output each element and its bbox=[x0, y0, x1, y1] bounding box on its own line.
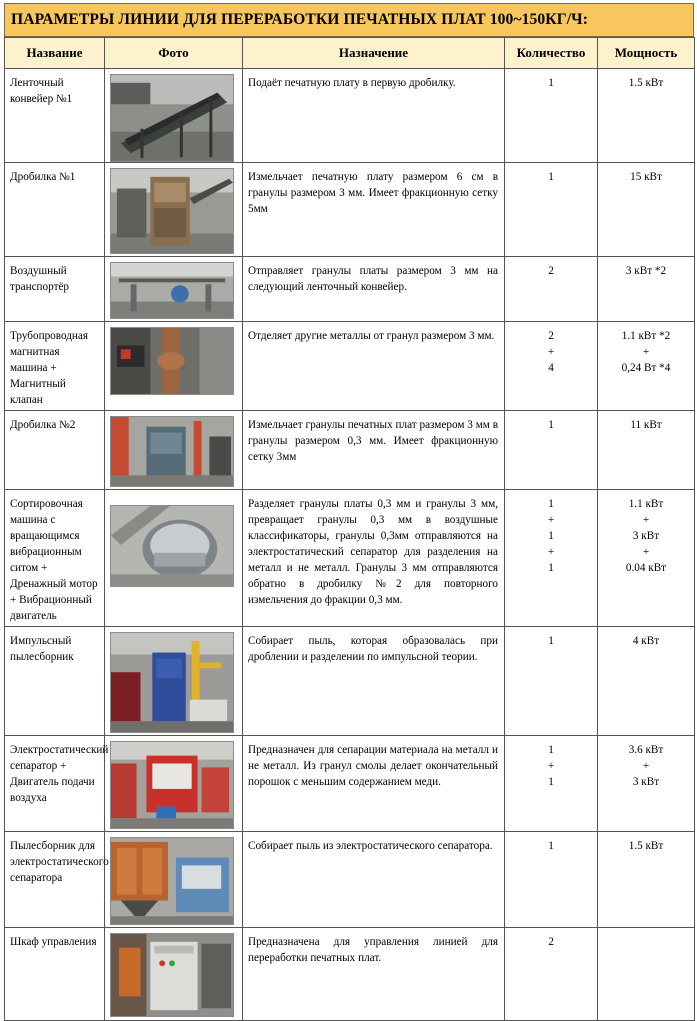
row-quantity bbox=[505, 322, 598, 411]
table-row bbox=[5, 411, 695, 490]
row-quantity bbox=[505, 832, 598, 928]
row-name: Импульсный пылесборник bbox=[5, 627, 105, 736]
power-plus: + bbox=[642, 760, 650, 772]
crusher-1-photo bbox=[110, 168, 234, 254]
quantity-value: 1 bbox=[548, 744, 554, 756]
row-description: Отправляет гранулы платы размером 3 мм на следующий ленточный конвейер. bbox=[243, 257, 505, 322]
quantity-plus: + bbox=[547, 546, 555, 558]
electrostatic-separator-photo bbox=[110, 741, 234, 829]
row-name: Ленточный конвейер №1 bbox=[5, 69, 105, 163]
crusher-2-photo bbox=[110, 416, 234, 487]
quantity-value: 2 bbox=[548, 936, 554, 948]
magnetic-pipe-photo bbox=[110, 327, 234, 395]
table-row bbox=[5, 627, 695, 736]
row-description: Собирает пыль, которая образовалась при дроблении и разделении по импульсной теории. bbox=[243, 627, 505, 736]
sorting-sieve-photo bbox=[110, 505, 234, 587]
row-quantity bbox=[505, 736, 598, 832]
quantity-value: 2 bbox=[548, 330, 554, 342]
row-name: Воздушный транспортёр bbox=[5, 257, 105, 322]
row-quantity bbox=[505, 928, 598, 1021]
power-value: 3 кВт bbox=[632, 776, 660, 788]
row-power bbox=[598, 69, 695, 163]
row-power bbox=[598, 411, 695, 490]
power-plus: + bbox=[642, 546, 650, 558]
row-name: Шкаф управления bbox=[5, 928, 105, 1021]
pulse-dust-collector-photo bbox=[110, 632, 234, 733]
quantity-value: 1 bbox=[548, 840, 554, 852]
power-value: 1.1 кВт *2 bbox=[621, 330, 671, 342]
quantity-value: 1 bbox=[548, 498, 554, 510]
row-quantity bbox=[505, 490, 598, 627]
table-row bbox=[5, 257, 695, 322]
quantity-plus: + bbox=[547, 760, 555, 772]
row-power bbox=[598, 257, 695, 322]
row-description: Предназначена для управления линией для переработки печатных плат. bbox=[243, 928, 505, 1021]
page-title-text: ПАРАМЕТРЫ ЛИНИИ ДЛЯ ПЕРЕРАБОТКИ ПЕЧАТНЫХ ПЛАТ 100~150КГ/Ч: bbox=[11, 11, 588, 28]
power-value: 0.04 кВт bbox=[625, 562, 667, 574]
row-description: Измельчает гранулы печатных плат размером 3 мм в гранулы размером 0,3 мм. Имеет фракционную сетку 3мм bbox=[243, 411, 505, 490]
quantity-value: 4 bbox=[548, 362, 554, 374]
row-description: Измельчает печатную плату размером 6 см в гранулы размером 3 мм. Имеет фракционную сетку 5мм bbox=[243, 163, 505, 257]
row-quantity bbox=[505, 69, 598, 163]
quantity-value: 1 bbox=[548, 776, 554, 788]
quantity-value: 1 bbox=[548, 635, 554, 647]
power-value: 3 кВт *2 bbox=[625, 265, 667, 277]
quantity-value: 1 bbox=[548, 419, 554, 431]
power-value: 1.5 кВт bbox=[628, 77, 664, 89]
table-row bbox=[5, 832, 695, 928]
table-row bbox=[5, 163, 695, 257]
row-power bbox=[598, 322, 695, 411]
table-row bbox=[5, 69, 695, 163]
header-power: Мощность bbox=[598, 38, 695, 69]
control-cabinet-photo bbox=[110, 933, 234, 1017]
row-quantity bbox=[505, 163, 598, 257]
table-row bbox=[5, 928, 695, 1021]
row-power bbox=[598, 832, 695, 928]
row-description: Подаёт печатную плату в первую дробилку. bbox=[243, 69, 505, 163]
row-description: Собирает пыль из электростатического сепаратора. bbox=[243, 832, 505, 928]
power-plus: + bbox=[642, 346, 650, 358]
row-power bbox=[598, 163, 695, 257]
row-description: Отделяет другие металлы от гранул размером 3 мм. bbox=[243, 322, 505, 411]
row-power bbox=[598, 928, 695, 1021]
quantity-value: 1 bbox=[548, 171, 554, 183]
row-description: Предназначен для сепарации материала на металл и не металл. Из гранул смолы делает окончательный порошок с меньшим содержанием меди. bbox=[243, 736, 505, 832]
power-value: 1.5 кВт bbox=[628, 840, 664, 852]
header-purpose: Назначение bbox=[243, 38, 505, 69]
quantity-value: 1 bbox=[548, 77, 554, 89]
row-power bbox=[598, 736, 695, 832]
quantity-plus: + bbox=[547, 514, 555, 526]
power-value: 4 кВт bbox=[632, 635, 660, 647]
quantity-value: 1 bbox=[548, 562, 554, 574]
row-name: Трубопроводная магнитная машина + Магнитный клапан bbox=[5, 322, 105, 411]
quantity-value: 1 bbox=[548, 530, 554, 542]
power-value: 3 кВт bbox=[632, 530, 660, 542]
row-power bbox=[598, 490, 695, 627]
row-name: Пылесборник для электростатического сепаратора bbox=[5, 832, 105, 928]
table-row bbox=[5, 490, 695, 627]
row-quantity bbox=[505, 411, 598, 490]
header-name: Название bbox=[5, 38, 105, 69]
separator-dust-collector-photo bbox=[110, 837, 234, 925]
power-value: 11 кВт bbox=[630, 419, 662, 431]
header-quantity: Количество bbox=[505, 38, 598, 69]
row-name: Сортировочная машина с вращающимся вибрационным ситом + Дренажный мотор + Вибрационный двигатель bbox=[5, 490, 105, 627]
page-title bbox=[4, 3, 694, 37]
row-name: Электростатический сепаратор + Двигатель подачи воздуха bbox=[5, 736, 105, 832]
power-value: 15 кВт bbox=[630, 171, 662, 183]
quantity-plus: + bbox=[547, 346, 555, 358]
table-row bbox=[5, 736, 695, 832]
power-value: 1.1 кВт bbox=[628, 498, 664, 510]
row-power bbox=[598, 627, 695, 736]
header-photo: Фото bbox=[105, 38, 243, 69]
table-row bbox=[5, 322, 695, 411]
row-quantity bbox=[505, 257, 598, 322]
power-plus: + bbox=[642, 514, 650, 526]
air-conveyor-photo bbox=[110, 262, 234, 319]
row-quantity bbox=[505, 627, 598, 736]
row-description: Разделяет гранулы платы 0,3 мм и гранулы 3 мм, превращает гранулы 0,3 мм в воздушные классификаторы, гранулы 0,3мм отправляются на электростатический сепаратор для разделения на металл и не металл. Гранулы 3 мм отправляются обратно в дробилку №2 для повторного измельчения до фракции 0,3 мм. bbox=[243, 490, 505, 627]
row-name: Дробилка №1 bbox=[5, 163, 105, 257]
equipment-table bbox=[4, 37, 695, 1021]
power-value: 3.6 кВт bbox=[628, 744, 664, 756]
row-name: Дробилка №2 bbox=[5, 411, 105, 490]
table-header-row bbox=[5, 38, 695, 69]
power-value: 0,24 Вт *4 bbox=[621, 362, 671, 374]
quantity-value: 2 bbox=[548, 265, 554, 277]
belt-conveyor-photo bbox=[110, 74, 234, 162]
